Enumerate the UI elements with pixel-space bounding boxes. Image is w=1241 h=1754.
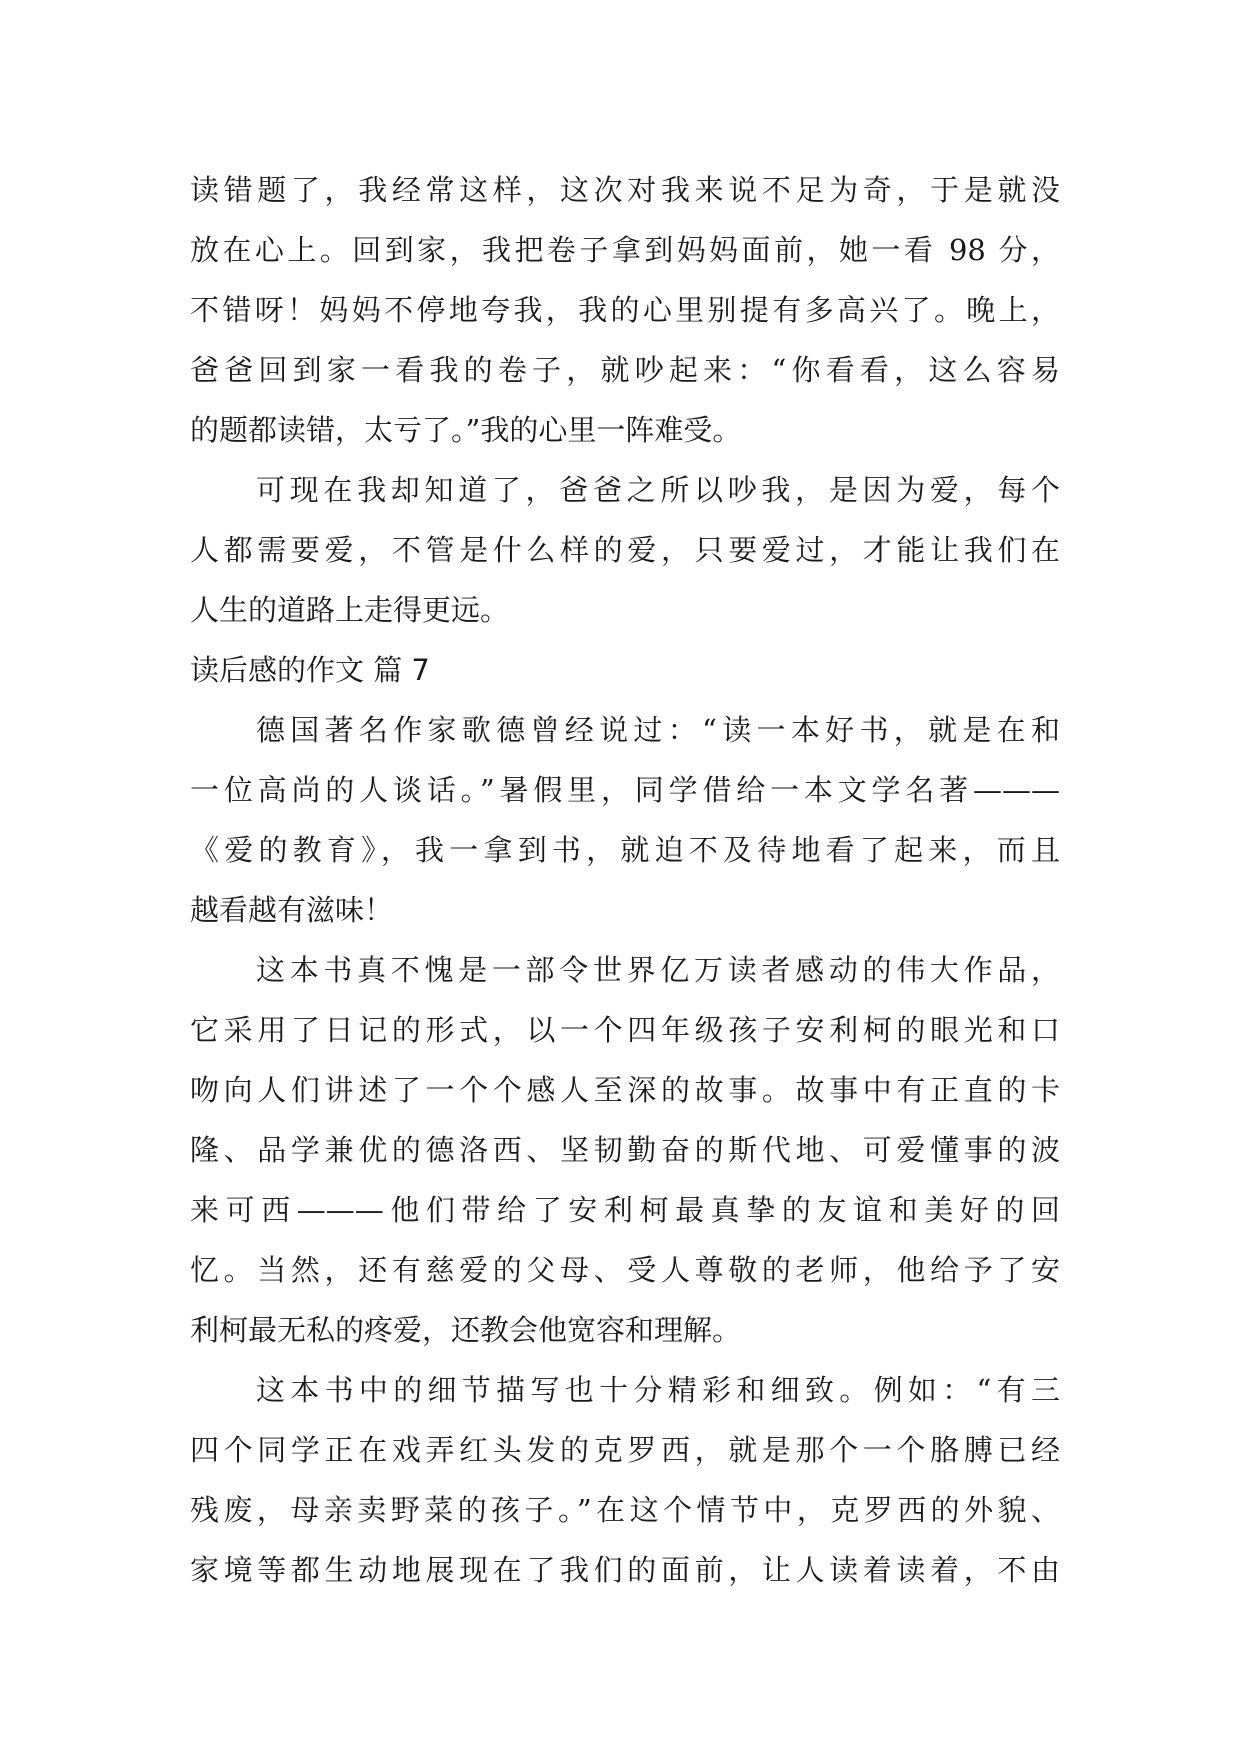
text-line: 吻向人们讲述了一个个感人至深的故事。故事中有正直的卡 (190, 1073, 1060, 1107)
text-line: 一位高尚的人谈话。”暑假里，同学借给一本文学名著——— (190, 773, 1060, 807)
paragraph (190, 460, 1060, 640)
text-line: 它采用了日记的形式，以一个四年级孩子安利柯的眼光和口 (190, 1013, 1060, 1047)
text-line: 人都需要爱，不管是什么样的爱，只要爱过，才能让我们在 (190, 533, 1060, 567)
text-line: 爸爸回到家一看我的卷子，就吵起来：“你看看，这么容易 (190, 353, 1060, 387)
text-line: 来可西———他们带给了安利柯最真挚的友谊和美好的回 (190, 1193, 1060, 1227)
text-line: 家境等都生动地展现在了我们的面前，让人读着读着，不由 (190, 1553, 1060, 1587)
text-line: 可现在我却知道了，爸爸之所以吵我，是因为爱，每个 (256, 473, 1060, 507)
document-body (190, 160, 1060, 1600)
paragraph (190, 160, 1060, 460)
text-line: 残废，母亲卖野菜的孩子。”在这个情节中，克罗西的外貌、 (190, 1493, 1060, 1527)
text-line: 这本书中的细节描写也十分精彩和细致。例如：“有三 (256, 1373, 1060, 1407)
text-line: 德国著名作家歌德曾经说过：“读一本好书，就是在和 (256, 713, 1060, 747)
paragraph (190, 940, 1060, 1360)
paragraph (190, 1360, 1060, 1600)
text-line: 这本书真不愧是一部令世界亿万读者感动的伟大作品， (256, 953, 1060, 987)
text-line: 忆。当然，还有慈爱的父母、受人尊敬的老师，他给予了安 (190, 1253, 1060, 1287)
text-line: 的题都读错，太亏了。”我的心里一阵难受。 (190, 413, 742, 447)
section-heading: 读后感的作文 篇 7 (190, 653, 430, 687)
text-line: 四个同学正在戏弄红头发的克罗西，就是那个一个胳膊已经 (190, 1433, 1060, 1467)
text-line: 《爱的教育》，我一拿到书，就迫不及待地看了起来，而且 (190, 833, 1060, 867)
text-line: 人生的道路上走得更远。 (190, 593, 510, 627)
text-line: 读错题了，我经常这样，这次对我来说不足为奇，于是就没 (190, 173, 1060, 207)
text-line: 隆、品学兼优的德洛西、坚韧勤奋的斯代地、可爱懂事的波 (190, 1133, 1060, 1167)
paragraph (190, 700, 1060, 940)
text-line: 利柯最无私的疼爱，还教会他宽容和理解。 (190, 1313, 742, 1347)
text-line: 不错呀！妈妈不停地夸我，我的心里别提有多高兴了。晚上， (190, 293, 1060, 327)
text-line: 放在心上。回到家，我把卷子拿到妈妈面前，她一看 98 分， (190, 233, 1060, 267)
text-line: 越看越有滋味！ (190, 893, 394, 927)
